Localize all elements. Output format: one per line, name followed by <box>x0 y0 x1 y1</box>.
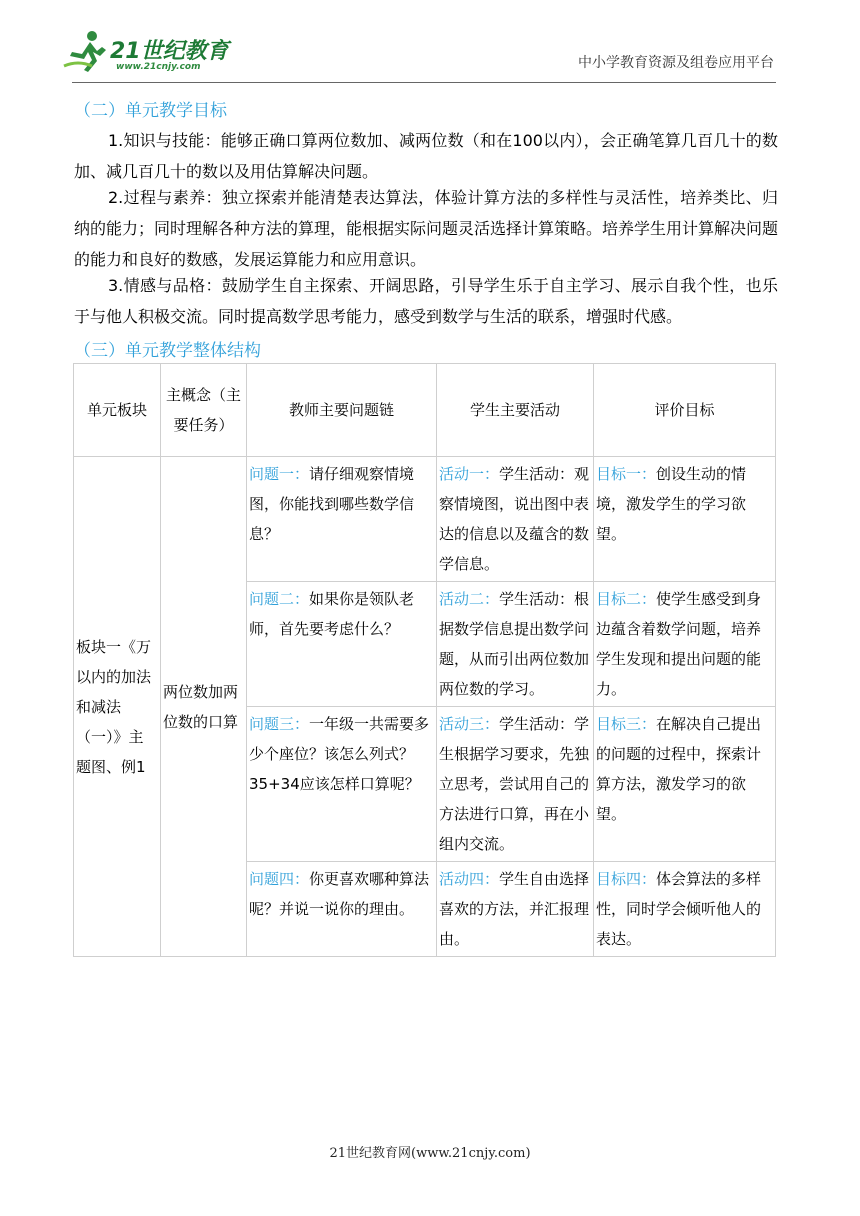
platform-name: 中小学教育资源及组卷应用平台 <box>578 55 774 71</box>
goal-label: 目标四： <box>596 870 657 888</box>
header-block: 单元板块 <box>74 364 161 457</box>
page-footer: 21世纪教育网(www.21cnjy.com) <box>329 1146 531 1161</box>
objective-paragraph-2: 2.过程与素养：独立探索并能清楚表达算法，体验计算方法的多样性与灵活性，培养类比、归纳的能力；同时理解各种方法的算理，能根据实际问题灵活选择计算策略。培养学生用计算解决问题的能力和良好的数感，发展运算能力和应用意识。 <box>74 188 779 269</box>
section-title-structure: （三）单元教学整体结构 <box>74 341 261 361</box>
goal-label: 目标一： <box>596 465 657 483</box>
block-cell: 板块一《万以内的加法和减法（一）》主题图、例1 <box>74 457 161 957</box>
goal-cell <box>594 582 776 707</box>
header-evaluation-goal: 评价目标 <box>594 364 776 457</box>
goal-label: 目标三： <box>596 715 657 733</box>
question-label: 问题一： <box>249 465 310 483</box>
concept-cell: 两位数加两位数的口算 <box>161 457 247 957</box>
activity-text: 学生活动：学生根据学习要求，先独立思考，尝试用自己的方法进行口算，再在小组内交流。 <box>439 715 590 853</box>
logo-url: www.21cnjy.com <box>116 62 201 72</box>
activity-cell <box>437 862 594 957</box>
goal-text: 创设生动的情境，激发学生的学习欲望。 <box>596 465 747 543</box>
goal-label: 目标二： <box>596 590 657 608</box>
question-text: 如果你是领队老师，首先要考虑什么？ <box>249 590 415 638</box>
activity-label: 活动三： <box>439 715 500 733</box>
header-question-chain: 教师主要问题链 <box>247 364 437 457</box>
goal-cell <box>594 457 776 582</box>
header-concept: 主概念（主要任务） <box>161 364 247 457</box>
table-header-row <box>74 364 776 457</box>
section-title-objectives: （二）单元教学目标 <box>74 101 227 121</box>
question-cell <box>247 707 437 862</box>
question-cell <box>247 457 437 582</box>
activity-cell <box>437 707 594 862</box>
logo-text: 21世纪教育 <box>110 39 229 64</box>
question-text: 一年级一共需要多少个座位？该怎么列式？35+34应该怎样口算呢？ <box>249 715 430 793</box>
goal-text: 体会算法的多样性，同时学会倾听他人的表达。 <box>596 870 762 948</box>
question-cell <box>247 862 437 957</box>
question-cell <box>247 582 437 707</box>
activity-cell <box>437 582 594 707</box>
question-text: 请仔细观察情境图，你能找到哪些数学信息？ <box>249 465 415 543</box>
question-label: 问题二： <box>249 590 310 608</box>
table-row <box>74 457 776 582</box>
question-text: 你更喜欢哪种算法呢？并说一说你的理由。 <box>249 870 430 918</box>
header-student-activity: 学生主要活动 <box>437 364 594 457</box>
activity-text: 学生自由选择喜欢的方法，并汇报理由。 <box>439 870 590 948</box>
goal-text: 使学生感受到身边蕴含着数学问题，培养学生发现和提出问题的能力。 <box>596 590 762 698</box>
activity-cell <box>437 457 594 582</box>
header-divider <box>72 82 776 83</box>
site-logo[interactable] <box>62 30 242 78</box>
question-label: 问题三： <box>249 715 310 733</box>
activity-text: 学生活动：观察情境图，说出图中表达的信息以及蕴含的数学信息。 <box>439 465 590 573</box>
goal-cell <box>594 862 776 957</box>
activity-text: 学生活动：根据数学信息提出数学问题，从而引出两位数加两位数的学习。 <box>439 590 590 698</box>
goal-cell <box>594 707 776 862</box>
runner-logo-icon <box>62 30 110 74</box>
activity-label: 活动二： <box>439 590 500 608</box>
question-label: 问题四： <box>249 870 310 888</box>
goal-text: 在解决自己提出的问题的过程中，探索计算方法，激发学习的欲望。 <box>596 715 762 823</box>
objective-paragraph-3: 3.情感与品格：鼓励学生自主探索、开阔思路，引导学生乐于自主学习、展示自我个性，也乐于与他人积极交流。同时提高数学思考能力，感受到数学与生活的联系，增强时代感。 <box>74 276 778 326</box>
activity-label: 活动四： <box>439 870 500 888</box>
structure-table <box>73 363 776 957</box>
activity-label: 活动一： <box>439 465 500 483</box>
objective-paragraph-1: 1.知识与技能：能够正确口算两位数加、减两位数（和在100以内），会正确笔算几百几十的数加、减几百几十的数以及用估算解决问题。 <box>74 131 778 181</box>
page-header <box>0 0 860 90</box>
